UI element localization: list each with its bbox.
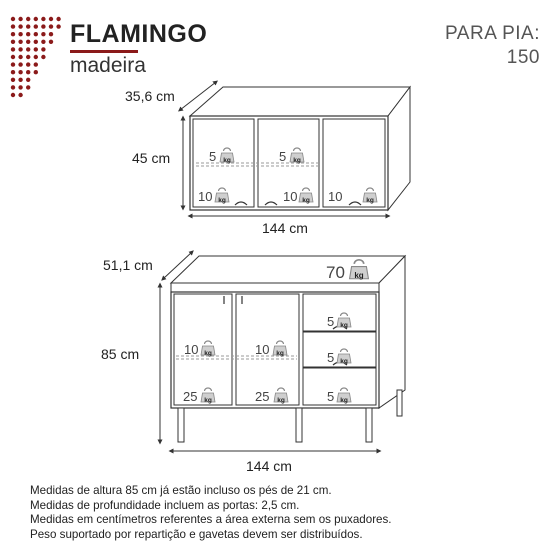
upper-depth-label: 35,6 cm xyxy=(125,88,175,104)
drawer-unit-1: kg xyxy=(340,322,348,329)
lower-base-unit-1: kg xyxy=(204,397,212,404)
sink-size-value: 150 xyxy=(506,47,540,68)
lower-base-load-1: 25 xyxy=(183,389,198,404)
brand-subtitle: madeira xyxy=(70,54,146,77)
leg-2 xyxy=(296,408,302,442)
lower-shelf-unit-2: kg xyxy=(276,350,284,357)
note-line: Medidas em centímetros referentes a área externa sem os puxadores. xyxy=(30,513,392,526)
lower-base-load-2: 25 xyxy=(255,389,270,404)
lower-cabinet-top xyxy=(171,256,405,283)
upper-base-unit-3: kg xyxy=(366,197,374,204)
lower-width-label: 144 cm xyxy=(246,458,292,474)
upper-base-unit-2: kg xyxy=(302,197,310,204)
leg-4 xyxy=(397,390,402,416)
drawer-unit-3: kg xyxy=(340,397,348,404)
lower-shelf-load-2: 10 xyxy=(255,342,270,357)
lower-cabinet xyxy=(101,252,405,474)
lower-top-unit: kg xyxy=(354,271,364,280)
notes xyxy=(30,484,550,542)
lower-height-label: 85 cm xyxy=(101,346,140,362)
lower-shelf-load-1: 10 xyxy=(184,342,199,357)
note-line: Medidas de altura 85 cm já estão incluso os pés de 21 cm. xyxy=(30,484,332,497)
upper-base-load-1: 10 xyxy=(198,189,213,204)
brand-name: FLAMINGO xyxy=(70,20,208,48)
lower-top-load: 70 xyxy=(326,263,345,282)
upper-base-load-3: 10 xyxy=(328,189,343,204)
note-line: Peso suportado por repartição e gavetas devem ser distribuídos. xyxy=(30,527,363,541)
lower-cabinet-countertop xyxy=(171,283,379,292)
sink-size-caption: PARA PIA: xyxy=(445,23,540,44)
leg-1 xyxy=(178,408,184,442)
lower-cabinet-side xyxy=(379,256,405,408)
lower-depth-label: 51,1 cm xyxy=(103,257,153,273)
drawer-load-3: 5 xyxy=(327,389,335,404)
upper-shelf-unit-1: kg xyxy=(223,157,231,164)
drawer-load-2: 5 xyxy=(327,350,335,365)
note-line: Medidas de profundidade incluem as portas: 2,5 cm. xyxy=(30,498,300,512)
upper-shelf-load-2: 5 xyxy=(279,149,287,164)
drawer-load-1: 5 xyxy=(327,314,335,329)
upper-width-label: 144 cm xyxy=(262,220,308,236)
upper-shelf-load-1: 5 xyxy=(209,149,217,164)
upper-base-unit-1: kg xyxy=(218,197,226,204)
lower-shelf-unit-1: kg xyxy=(204,350,212,357)
drawer-unit-2: kg xyxy=(340,358,348,365)
leg-3 xyxy=(366,408,372,442)
upper-cabinet xyxy=(125,82,410,236)
upper-cabinet-top xyxy=(190,87,410,116)
upper-shelf-unit-2: kg xyxy=(293,157,301,164)
upper-height-label: 45 cm xyxy=(132,150,171,166)
upper-base-load-2: 10 xyxy=(283,189,298,204)
lower-base-unit-2: kg xyxy=(277,397,285,404)
